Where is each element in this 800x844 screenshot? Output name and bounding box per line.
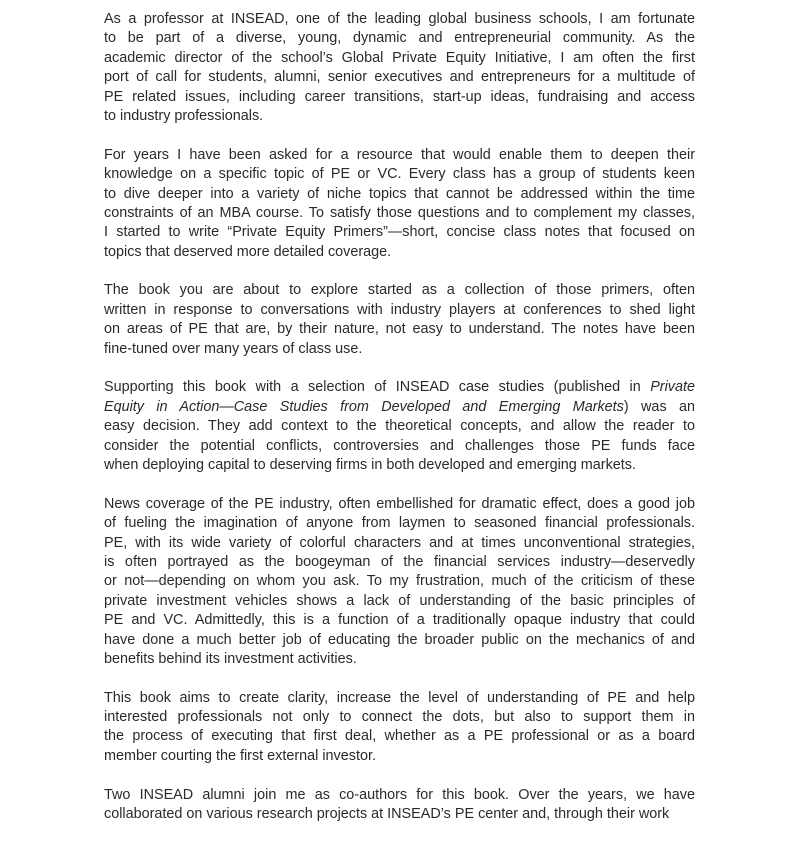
- text-segment: interested professionals not only to connect the dots, but also to support them in: [104, 709, 695, 726]
- text-segment: to dive deeper into a variety of niche topics that cannot be addressed within the time: [104, 185, 695, 202]
- text-segment: PE and VC. Admittedly, this is a function of a traditionally opaque industry that could: [104, 612, 695, 629]
- text-segment: is often portrayed as the boogeyman of the financial services industry—deservedly: [104, 553, 695, 570]
- text-segment: port of call for students, alumni, senior executives and entrepreneurs for a multitude of: [104, 69, 695, 86]
- text-segment: The book you are about to explore started as a collection of those primers, often: [104, 282, 695, 299]
- paragraph: [104, 689, 695, 767]
- text-line: [104, 747, 695, 766]
- text-line: [104, 708, 695, 727]
- text-segment: of fueling the imagination of anyone from laymen to seasoned financial professionals.: [104, 515, 695, 532]
- book-title-italic: Equity in Action—Case Studies from Developed and Emerging Markets: [104, 398, 624, 415]
- text-segment: Supporting this book with a selection of INSEAD case studies (published in: [104, 379, 651, 396]
- text-line: [104, 689, 695, 708]
- text-segment: consider the potential conflicts, controversies and challenges those PE funds face: [104, 437, 695, 454]
- paragraph: [104, 786, 695, 825]
- text-segment: easy decision. They add context to the theoretical concepts, and allow the reader to: [104, 418, 695, 435]
- text-line: [104, 49, 695, 68]
- text-segment: to industry professionals.: [104, 107, 264, 124]
- text-line: [104, 631, 695, 650]
- text-segment: fine-tuned over many years of class use.: [104, 340, 363, 357]
- text-segment: Two INSEAD alumni join me as co-authors for this book. Over the years, we have: [104, 786, 695, 803]
- paragraph: [104, 281, 695, 359]
- text-segment: topics that deserved more detailed coverage.: [104, 243, 392, 260]
- text-segment: knowledge on a specific topic of PE or VC. Every class has a group of students keen: [104, 166, 695, 183]
- text-line: [104, 243, 695, 262]
- text-line: [104, 727, 695, 746]
- text-segment: to be part of a diverse, young, dynamic and entrepreneurial community. As the: [104, 30, 695, 47]
- text-line: [104, 534, 695, 553]
- text-line: [104, 417, 695, 436]
- text-segment: the process of executing that first deal, whether as a PE professional or as a board: [104, 728, 695, 745]
- text-segment: member courting the first external investor.: [104, 747, 376, 764]
- text-line: [104, 301, 695, 320]
- text-line: [104, 495, 695, 514]
- book-title-italic: Private: [650, 379, 695, 396]
- paragraph: [104, 146, 695, 262]
- paragraph: [104, 495, 695, 670]
- text-line: [104, 165, 695, 184]
- body-text: [104, 10, 695, 844]
- text-segment: benefits behind its investment activities.: [104, 650, 357, 667]
- text-segment: This book aims to create clarity, increase the level of understanding of PE and help: [104, 689, 695, 706]
- text-line: [104, 29, 695, 48]
- text-segment: I started to write “Private Equity Primers”—short, concise class notes that focused on: [104, 224, 695, 241]
- text-line: [104, 786, 695, 805]
- paragraph: [104, 378, 695, 475]
- text-line: [104, 88, 695, 107]
- text-line: [104, 185, 695, 204]
- text-segment: written in response to conversations with industry players at conferences to shed light: [104, 301, 695, 318]
- text-segment: or not—depending on whom you ask. To my frustration, much of the criticism of these: [104, 573, 695, 590]
- text-line: [104, 146, 695, 165]
- text-segment: ) was an: [623, 398, 695, 415]
- text-line: [104, 378, 695, 397]
- text-line: [104, 437, 695, 456]
- text-segment: on areas of PE that are, by their nature, not easy to understand. The notes have been: [104, 321, 695, 338]
- text-line: [104, 10, 695, 29]
- text-line: [104, 592, 695, 611]
- paragraph: [104, 10, 695, 126]
- text-line: [104, 456, 695, 475]
- text-line: [104, 572, 695, 591]
- text-line: [104, 68, 695, 87]
- text-segment: PE related issues, including career transitions, start-up ideas, fundraising and access: [104, 88, 695, 105]
- text-line: [104, 611, 695, 630]
- text-line: [104, 514, 695, 533]
- text-line: [104, 281, 695, 300]
- text-line: [104, 398, 695, 417]
- text-segment: PE, with its wide variety of colorful characters and at times unconventional strategies,: [104, 534, 695, 551]
- text-segment: academic director of the school’s Global Private Equity Initiative, I am often the first: [104, 49, 695, 66]
- text-segment: private investment vehicles shows a lack of understanding of the basic principles of: [104, 592, 695, 609]
- text-segment: News coverage of the PE industry, often embellished for dramatic effect, does a good job: [104, 495, 695, 512]
- text-line: [104, 340, 695, 359]
- text-line: [104, 805, 695, 824]
- text-line: [104, 107, 695, 126]
- text-segment: have done a much better job of educating the broader public on the mechanics of and: [104, 631, 695, 648]
- text-segment: As a professor at INSEAD, one of the leading global business schools, I am fortunate: [104, 11, 695, 27]
- text-segment: when deploying capital to deserving firms in both developed and emerging markets.: [104, 456, 636, 473]
- text-segment: collaborated on various research projects at INSEAD’s PE center and, through their work: [104, 806, 670, 823]
- text-line: [104, 650, 695, 669]
- text-line: [104, 553, 695, 572]
- text-segment: constraints of an MBA course. To satisfy those questions and to complement my classes,: [104, 204, 695, 221]
- text-line: [104, 223, 695, 242]
- text-line: [104, 320, 695, 339]
- text-line: [104, 204, 695, 223]
- text-segment: For years I have been asked for a resource that would enable them to deepen their: [104, 146, 695, 163]
